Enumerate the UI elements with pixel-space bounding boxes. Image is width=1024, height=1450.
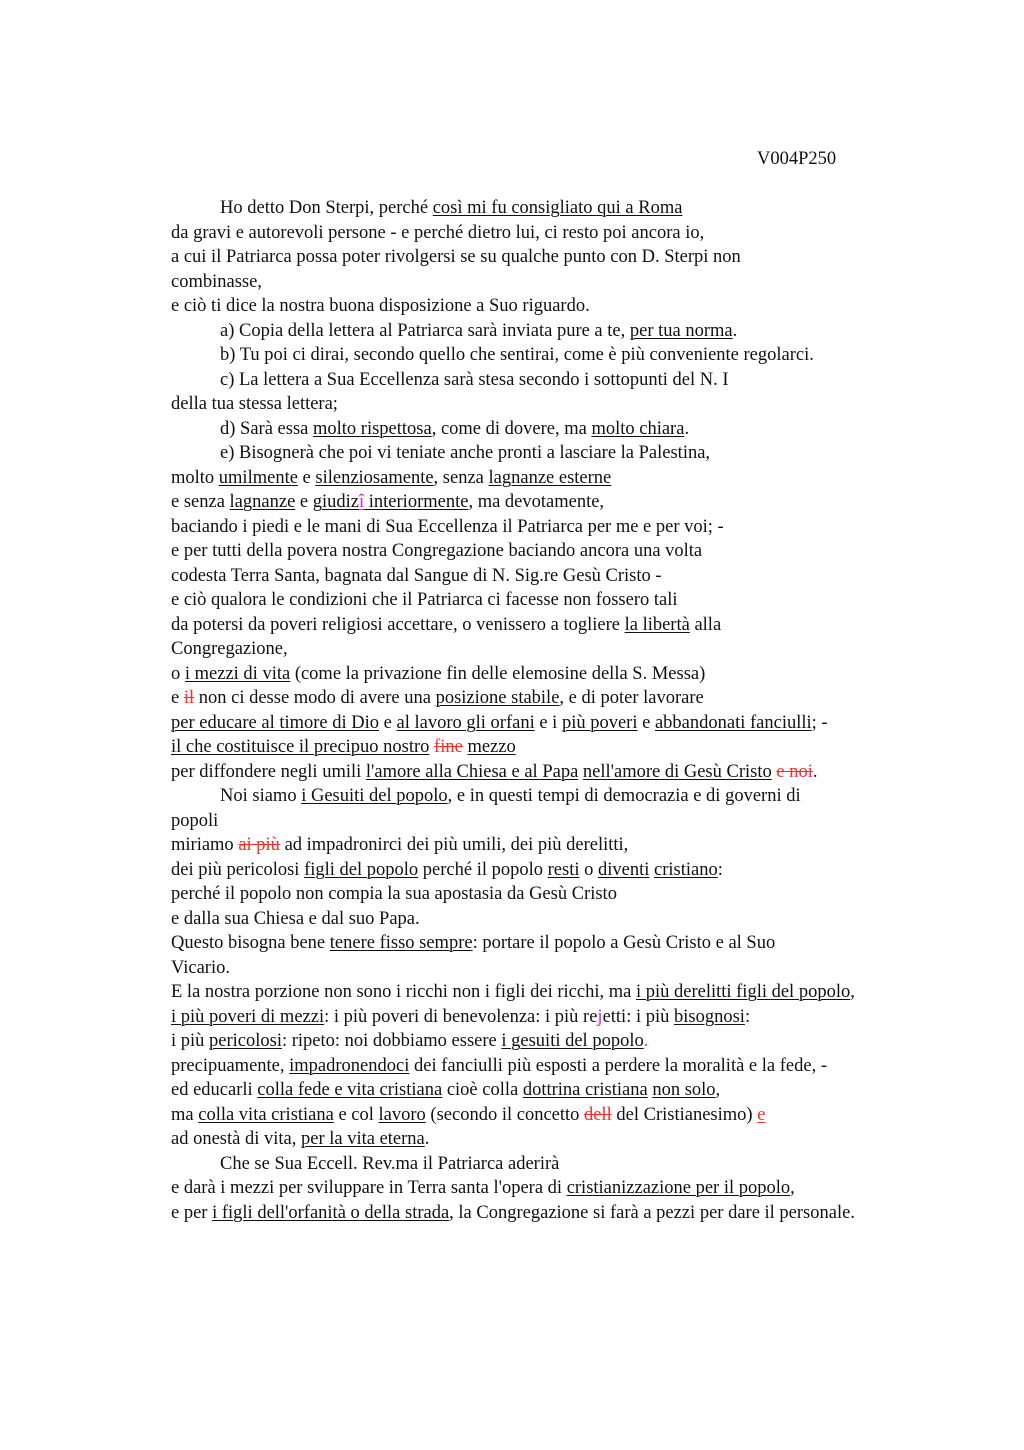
text-span: ad impadronirci dei più umili, dei più derelitti, (279, 835, 629, 855)
underlined-text: dottrina cristiana (522, 1080, 648, 1100)
text-span: E la nostra porzione non sono i ricchi non i figli dei ricchi, ma (171, 982, 636, 1002)
text-span: e ciò ti dice la nostra buona disposizione a Suo riguardo. (171, 296, 590, 316)
text-span: . (684, 418, 690, 439)
text-span: miriamo (171, 835, 239, 855)
text-span: e (171, 688, 184, 708)
deleted-text: fine (434, 737, 463, 757)
text-span: ad onestà di vita, (171, 1129, 301, 1149)
text-line (171, 833, 951, 858)
underlined-text: lagnanze esterne (488, 467, 612, 488)
text-span: e col (333, 1104, 379, 1125)
text-span: : portare il popolo a Gesù Cristo e al Suo (472, 933, 776, 953)
underlined-text: posizione stabile (435, 688, 560, 708)
text-span: baciando i piedi e le mani di Sua Eccellenza il Patriarca per me e per voi; - (171, 516, 724, 537)
text-line (171, 686, 951, 711)
text-span: e (637, 712, 655, 733)
text-line (171, 1176, 951, 1201)
text-line (171, 907, 951, 932)
underlined-text: il che costituisce il precipuo nostro (171, 737, 430, 757)
text-span: per diffondere negli umili (171, 761, 366, 782)
text-span: e i (534, 712, 562, 733)
text-span: : (744, 1006, 751, 1027)
text-line (171, 196, 951, 221)
underlined-text: mezzo (467, 737, 516, 757)
underlined-text: i più poveri di mezzi (171, 1006, 325, 1027)
text-line (171, 588, 951, 613)
text-span: , la Congregazione si farà a pezzi per dare il personale. (449, 1202, 855, 1223)
list-item-a (171, 319, 951, 344)
text-span: , (715, 1080, 721, 1100)
text-span: Noi siamo (220, 786, 302, 806)
underlined-text: umilmente (218, 467, 298, 488)
text-line (171, 980, 951, 1005)
text-span: . (812, 761, 818, 782)
list-item-d (171, 417, 951, 442)
text-span: , come di dovere, ma (431, 418, 592, 439)
text-span: i più (171, 1031, 210, 1051)
text-line (171, 760, 951, 785)
text-span: popoli (171, 810, 219, 831)
text-span: e dalla sua Chiesa e dal suo Papa. (171, 908, 420, 929)
deleted-text: dell (584, 1104, 612, 1125)
corrected-text: j (597, 1006, 603, 1027)
text-line (171, 270, 951, 295)
list-item-b (171, 343, 951, 368)
underlined-text: per tua norma (629, 320, 733, 341)
underlined-text: per educare al timore di Dio (171, 712, 380, 733)
underlined-text: la libertà (624, 614, 690, 635)
text-span: alla (689, 614, 722, 635)
text-span: Questo bisogna bene (171, 933, 330, 953)
text-span: etti: i più (602, 1006, 674, 1027)
text-span: e (379, 712, 397, 733)
underlined-text: l'amore alla Chiesa e al Papa (365, 761, 579, 782)
text-span: : (717, 859, 723, 880)
underlined-text: i Gesuiti del popolo (301, 786, 448, 806)
text-span: molto (171, 467, 219, 488)
text-span: a) Copia della lettera al Patriarca sarà inviata pure a te, (220, 320, 630, 341)
text-line (171, 1127, 951, 1152)
text-span: (come la privazione fin delle elemosine della S. Messa) (290, 663, 706, 684)
underlined-text: nell'amore di Gesù Cristo (582, 761, 772, 782)
corrected-text: î (359, 492, 365, 512)
underlined-text: al lavoro gli orfani (396, 712, 535, 733)
underlined-text: per la vita eterna (300, 1129, 425, 1149)
underlined-text: così mi fu consigliato qui a Roma (432, 198, 683, 218)
text-line (171, 711, 951, 736)
text-line (171, 392, 951, 417)
underlined-text: e (757, 1104, 766, 1125)
text-span: , (850, 982, 855, 1002)
text-span: : i più poveri di benevolenza: i più re (324, 1006, 598, 1027)
underlined-text: tenere fisso sempre (329, 933, 473, 953)
text-line (171, 564, 951, 589)
text-line (171, 858, 951, 883)
text-span: , (790, 1178, 795, 1198)
text-span: Congregazione, (171, 639, 288, 659)
deleted-text: il (183, 688, 195, 708)
text-line (171, 809, 951, 834)
underlined-text: silenziosamente (315, 467, 434, 488)
text-span: ma (171, 1104, 199, 1125)
text-span: b) Tu poi ci dirai, secondo quello che sentirai, come è più conveniente regolarci. (220, 345, 814, 365)
underlined-text: molto rispettosa (312, 418, 432, 439)
list-item-e (171, 441, 951, 466)
underlined-text: diventi (597, 859, 650, 880)
text-span: c) La lettera a Sua Eccellenza sarà stesa secondo i sottopunti del N. I (220, 369, 729, 390)
underlined-text: lagnanze (229, 492, 296, 512)
text-line (171, 1005, 951, 1030)
text-span: Ho detto Don Sterpi, perché (220, 198, 433, 218)
text-span: codesta Terra Santa, bagnata dal Sangue di N. Sig.re Gesù Cristo - (171, 565, 662, 586)
text-span: e ciò qualora le condizioni che il Patriarca ci facesse non fossero tali (171, 590, 678, 610)
text-span: da gravi e autorevoli persone - e perché dietro lui, ci resto poi ancora io, (171, 222, 705, 243)
text-line (171, 539, 951, 564)
text-line (171, 1152, 951, 1177)
text-span: ; - (811, 712, 828, 733)
letter-body (171, 196, 951, 1225)
underlined-text: i mezzi di vita (184, 663, 291, 684)
text-line (171, 1054, 951, 1079)
text-span: del Cristianesimo) (611, 1104, 758, 1125)
text-line (171, 515, 951, 540)
text-line (171, 1078, 951, 1103)
text-span: dei fanciulli più esposti a perdere la moralità e la fede, - (409, 1055, 827, 1076)
text-line (171, 931, 951, 956)
text-span: della tua stessa lettera; (171, 394, 338, 414)
text-span: da potersi da poveri religiosi accettare, o venissero a togliere (171, 614, 625, 635)
underlined-text: cristianizzazione per il popolo (566, 1178, 791, 1198)
text-line (171, 1201, 951, 1226)
text-span: : ripeto: noi dobbiamo essere (281, 1031, 502, 1051)
text-line (171, 245, 951, 270)
text-span: o (579, 859, 598, 880)
text-span: e per (171, 1202, 213, 1223)
underlined-text: pericolosi (209, 1031, 282, 1051)
underlined-text: i gesuiti del popolo (501, 1031, 644, 1051)
text-line (171, 221, 951, 246)
text-line (171, 466, 951, 491)
underlined-text: colla vita cristiana (198, 1104, 334, 1125)
underlined-text: più poveri (561, 712, 638, 733)
text-span: , e in questi tempi di democrazia e di governi di (447, 786, 801, 806)
text-span: . (732, 320, 738, 341)
text-span: cioè colla (442, 1080, 523, 1100)
text-line (171, 613, 951, 638)
text-line (171, 882, 951, 907)
text-line (171, 294, 951, 319)
text-span: perché il popolo (418, 859, 548, 880)
underlined-text: giudiz (312, 492, 360, 512)
text-span: d) Sarà essa (220, 418, 313, 439)
text-span: . (424, 1129, 430, 1149)
list-item-c (171, 368, 951, 393)
text-span: perché il popolo non compia la sua apostasia da Gesù Cristo (171, 884, 617, 904)
underlined-text: i più derelitti figli del popolo (635, 982, 851, 1002)
text-span: precipuamente, (171, 1055, 290, 1076)
text-span: a cui il Patriarca possa poter rivolgersi se su qualche punto con D. Sterpi non (171, 247, 741, 267)
text-span: Vicario. (171, 957, 230, 978)
text-span: e per tutti della povera nostra Congregazione baciando ancora una volta (171, 541, 703, 561)
text-span: e senza (171, 492, 230, 512)
text-line (171, 1029, 951, 1054)
text-line (171, 735, 951, 760)
text-span: combinasse, (171, 271, 262, 292)
text-span: non ci desse modo di avere una (194, 688, 436, 708)
text-line (171, 784, 951, 809)
underlined-text: resti (547, 859, 580, 880)
deleted-text: ai più (238, 835, 280, 855)
text-span: o (171, 663, 185, 684)
page-identifier: V004P250 (757, 149, 837, 169)
underlined-text: impadronendoci (289, 1055, 410, 1076)
underlined-text: colla fede e vita cristiana (257, 1080, 443, 1100)
text-span: e (297, 467, 316, 488)
text-span: e (295, 492, 313, 512)
text-span: , senza (433, 467, 489, 488)
text-span: , e di poter lavorare (559, 688, 704, 708)
deleted-text: e noi (776, 761, 813, 782)
underlined-text: figli del popolo (304, 859, 419, 880)
underlined-text: cristiano (654, 859, 718, 880)
text-span: Che se Sua Eccell. Rev.ma il Patriarca aderirà (220, 1153, 560, 1174)
text-line (171, 1103, 951, 1128)
underlined-text: interiormente (364, 492, 469, 512)
underlined-text: i figli dell'orfanità o della strada (212, 1202, 450, 1223)
text-line (171, 662, 951, 687)
underlined-text: bisognosi (674, 1006, 745, 1027)
underlined-text: abbandonati fanciulli (654, 712, 812, 733)
text-span: (secondo il concetto (425, 1104, 585, 1125)
underlined-text: lavoro (378, 1104, 426, 1125)
text-line (171, 637, 951, 662)
underlined-text: non solo (652, 1080, 716, 1100)
text-span: e) Bisognerà che poi vi teniate anche pronti a lasciare la Palestina, (220, 443, 711, 463)
text-span: , ma devotamente, (468, 492, 605, 512)
text-span: e darà i mezzi per sviluppare in Terra santa l'opera di (171, 1178, 567, 1198)
text-span: ed educarli (171, 1080, 258, 1100)
corrected-text: . (643, 1031, 649, 1051)
text-line (171, 490, 951, 515)
underlined-text: molto chiara (591, 418, 685, 439)
text-span: dei più pericolosi (171, 859, 305, 880)
text-line (171, 956, 951, 981)
